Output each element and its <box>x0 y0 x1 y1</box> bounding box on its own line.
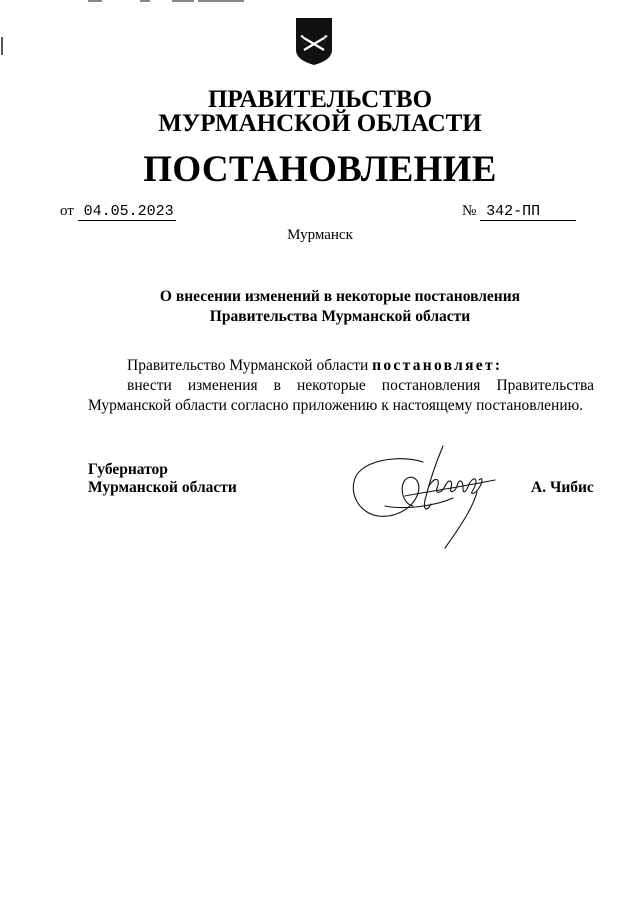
scan-artifact <box>88 0 102 2</box>
number-field <box>462 201 576 221</box>
government-name-line1: ПРАВИТЕЛЬСТВО <box>207 86 433 113</box>
decree-verb: постановляет: <box>372 357 503 374</box>
signer-name: А. Чибис <box>531 479 594 496</box>
scan-artifact <box>198 0 244 2</box>
signer-position-line2: Мурманской области <box>88 479 237 496</box>
scan-artifact <box>140 0 150 2</box>
number-value: 342-ПП <box>480 204 576 221</box>
date-value: 04.05.2023 <box>78 204 176 221</box>
document-type-title: ПОСТАНОВЛЕНИЕ <box>143 149 497 190</box>
subject-line1: О внесении изменений в некоторые постановления <box>159 288 521 305</box>
number-prefix: № <box>462 203 477 219</box>
body-line1 <box>127 356 502 376</box>
date-field <box>60 201 176 221</box>
body-line2: внести изменения в некоторые постановления Правительства <box>127 377 594 394</box>
scan-artifact <box>172 0 194 2</box>
coat-of-arms-icon <box>294 16 334 66</box>
scan-artifact <box>1 37 3 55</box>
date-prefix: от <box>60 203 74 219</box>
body-line3: Мурманской области согласно приложению к настоящему постановлению. <box>88 397 584 414</box>
subject-line2: Правительства Мурманской области <box>209 308 471 325</box>
signer-position-line1: Губернатор <box>88 461 168 478</box>
body-line1-text: Правительство Мурманской области <box>127 357 373 374</box>
city: Мурманск <box>287 227 353 243</box>
handwritten-signature <box>345 440 505 552</box>
government-name-line2: МУРМАНСКОЙ ОБЛАСТИ <box>158 110 482 137</box>
